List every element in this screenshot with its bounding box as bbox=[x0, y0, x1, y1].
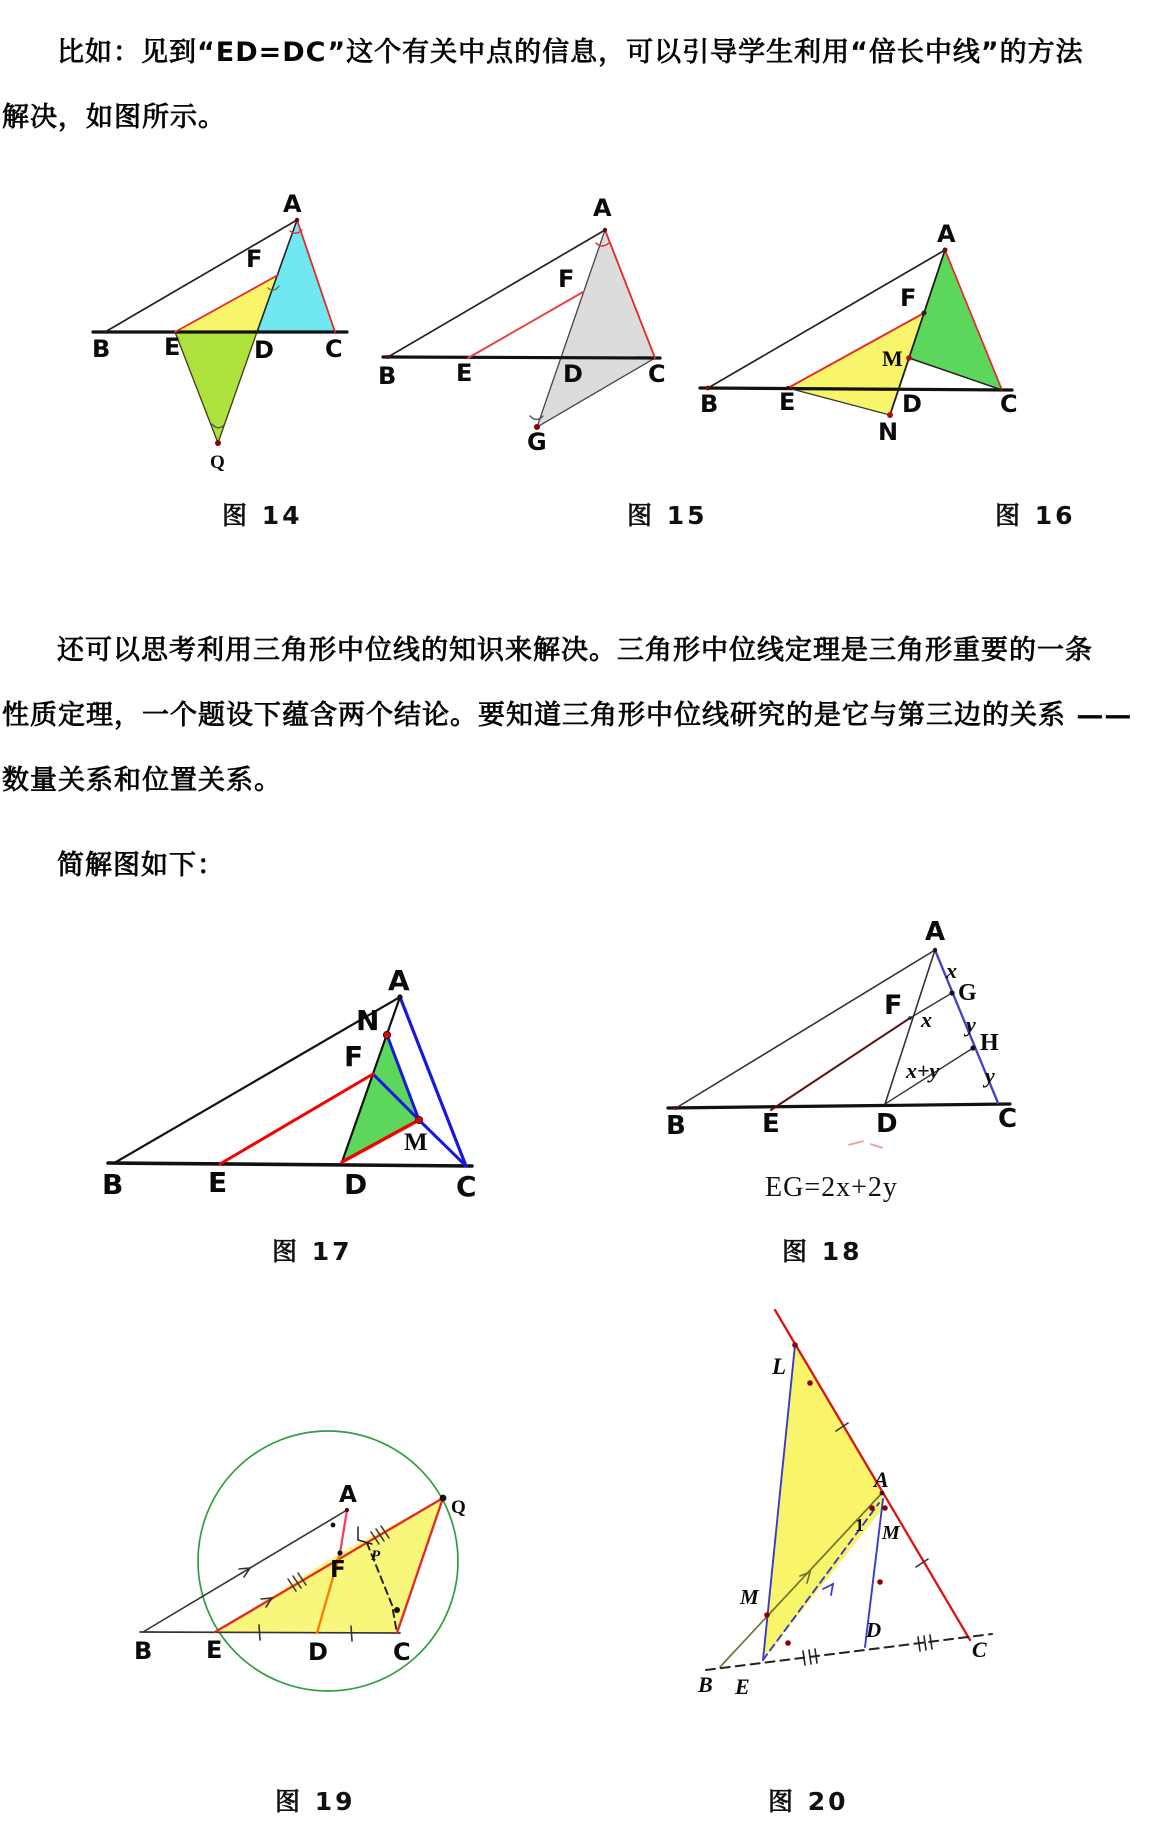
figure-17-diagram bbox=[70, 940, 510, 1210]
fig17-label-c: C bbox=[456, 1170, 477, 1203]
fig17-label-b: B bbox=[102, 1168, 124, 1201]
figure-18-diagram bbox=[640, 910, 1070, 1140]
fig18-label-c: C bbox=[998, 1104, 1018, 1134]
fig14-label-b: B bbox=[92, 335, 111, 363]
fig19-label-a: A bbox=[339, 1482, 357, 1508]
fig18-lines bbox=[668, 950, 1010, 1110]
paragraph2-line3: 数量关系和位置关系。 bbox=[2, 765, 282, 796]
fig17-label-a: A bbox=[388, 964, 410, 997]
caption-fig14: 图 14 bbox=[222, 501, 303, 530]
fig14-label-e: E bbox=[164, 333, 181, 361]
fig16-label-a: A bbox=[937, 220, 956, 248]
fig14-label-q: Q bbox=[210, 452, 225, 473]
fig20-label-e: E bbox=[735, 1674, 750, 1699]
fig16-label-n: N bbox=[878, 418, 899, 446]
stray-red-mark bbox=[848, 1140, 864, 1146]
figure-16-diagram bbox=[690, 210, 1060, 455]
caption-fig15: 图 15 bbox=[627, 501, 708, 530]
fig18-label-h: H bbox=[980, 1030, 999, 1056]
fig19-label-q: Q bbox=[451, 1497, 466, 1518]
figure-19-diagram bbox=[90, 1395, 490, 1725]
fig18-equation: EG=2x+2y bbox=[765, 1172, 898, 1203]
fig20-label-b: B bbox=[698, 1672, 713, 1697]
caption-fig16: 图 16 bbox=[995, 501, 1076, 530]
caption-fig17: 图 17 bbox=[272, 1237, 353, 1266]
fig14-label-f: F bbox=[246, 245, 263, 273]
fig14-label-c: C bbox=[325, 335, 343, 363]
paragraph2-line2: 性质定理，一个题设下蕴含两个结论。要知道三角形中位线研究的是它与第三边的关系 —— bbox=[2, 700, 1133, 731]
fig20-label-m-side: M bbox=[740, 1585, 759, 1609]
fig17-label-d: D bbox=[344, 1168, 368, 1201]
fig19-label-p: P bbox=[371, 1548, 381, 1564]
fig18-label-f: F bbox=[884, 990, 903, 1021]
paragraph1-line1: 比如：见到“ED=DC”这个有关中点的信息，可以引导学生利用“倍长中线”的方法 bbox=[57, 37, 1084, 68]
fig19-label-e: E bbox=[206, 1636, 223, 1664]
fig20-label-m-near-a: M bbox=[882, 1522, 900, 1544]
fig14-label-d: D bbox=[254, 336, 274, 364]
fig15-label-f: F bbox=[558, 265, 575, 293]
fig18-label-y-hc: y bbox=[985, 1063, 995, 1088]
fig18-label-x-ag: x bbox=[946, 958, 957, 983]
fig19-label-d: D bbox=[308, 1638, 328, 1666]
fig15-label-e: E bbox=[456, 359, 473, 387]
fig20-label-l: L bbox=[772, 1354, 787, 1379]
fig18-label-g: G bbox=[958, 980, 977, 1006]
fig17-label-f: F bbox=[344, 1040, 364, 1073]
fig20-label-a: A bbox=[874, 1467, 889, 1492]
figure-15-diagram bbox=[370, 195, 680, 455]
fig20-label-angle1: 1 bbox=[855, 1515, 864, 1535]
fig17-label-n: N bbox=[356, 1004, 380, 1037]
caption-fig20: 图 20 bbox=[768, 1787, 849, 1816]
fig18-label-d: D bbox=[876, 1109, 898, 1139]
fig18-label-a: A bbox=[925, 917, 946, 947]
fig17-label-m: M bbox=[404, 1129, 428, 1156]
fig15-label-d: D bbox=[563, 360, 583, 388]
fig19-label-f: F bbox=[330, 1557, 346, 1583]
fig18-label-e: E bbox=[762, 1109, 780, 1139]
fig18-label-b: B bbox=[666, 1111, 686, 1140]
fig16-label-f: F bbox=[900, 284, 917, 312]
fig14-label-a: A bbox=[283, 190, 302, 218]
fig18-label-y-gh: y bbox=[966, 1012, 976, 1037]
caption-fig18: 图 18 bbox=[782, 1237, 863, 1266]
fig16-label-b: B bbox=[700, 390, 719, 418]
fig16-label-c: C bbox=[1000, 390, 1018, 418]
fig15-label-c: C bbox=[648, 360, 666, 388]
fig16-label-d: D bbox=[902, 390, 922, 418]
fig19-label-b: B bbox=[134, 1637, 153, 1665]
figure-14-diagram bbox=[60, 150, 360, 480]
fig15-label-b: B bbox=[378, 362, 397, 390]
caption-fig19: 图 19 bbox=[275, 1787, 356, 1816]
fig18-label-x-fg: x bbox=[921, 1007, 932, 1032]
fig20-label-c: C bbox=[972, 1637, 987, 1662]
fig16-label-m: M bbox=[882, 346, 903, 371]
fig20-label-d: D bbox=[866, 1618, 882, 1642]
fig19-label-c: C bbox=[393, 1638, 411, 1666]
paragraph1-line2: 解决，如图所示。 bbox=[2, 102, 226, 133]
paragraph3: 简解图如下： bbox=[57, 850, 225, 881]
fig17-label-e: E bbox=[208, 1166, 228, 1199]
figure-20-diagram bbox=[598, 1300, 1010, 1700]
fig15-label-a: A bbox=[593, 195, 612, 222]
paragraph2-line1: 还可以思考利用三角形中位线的知识来解决。三角形中位线定理是三角形重要的一条 bbox=[57, 635, 1093, 666]
fig15-label-g: G bbox=[527, 428, 547, 455]
stray-red-mark bbox=[870, 1143, 883, 1149]
fig16-label-e: E bbox=[779, 388, 796, 416]
fig18-label-x-plus-y: x+y bbox=[906, 1058, 940, 1083]
